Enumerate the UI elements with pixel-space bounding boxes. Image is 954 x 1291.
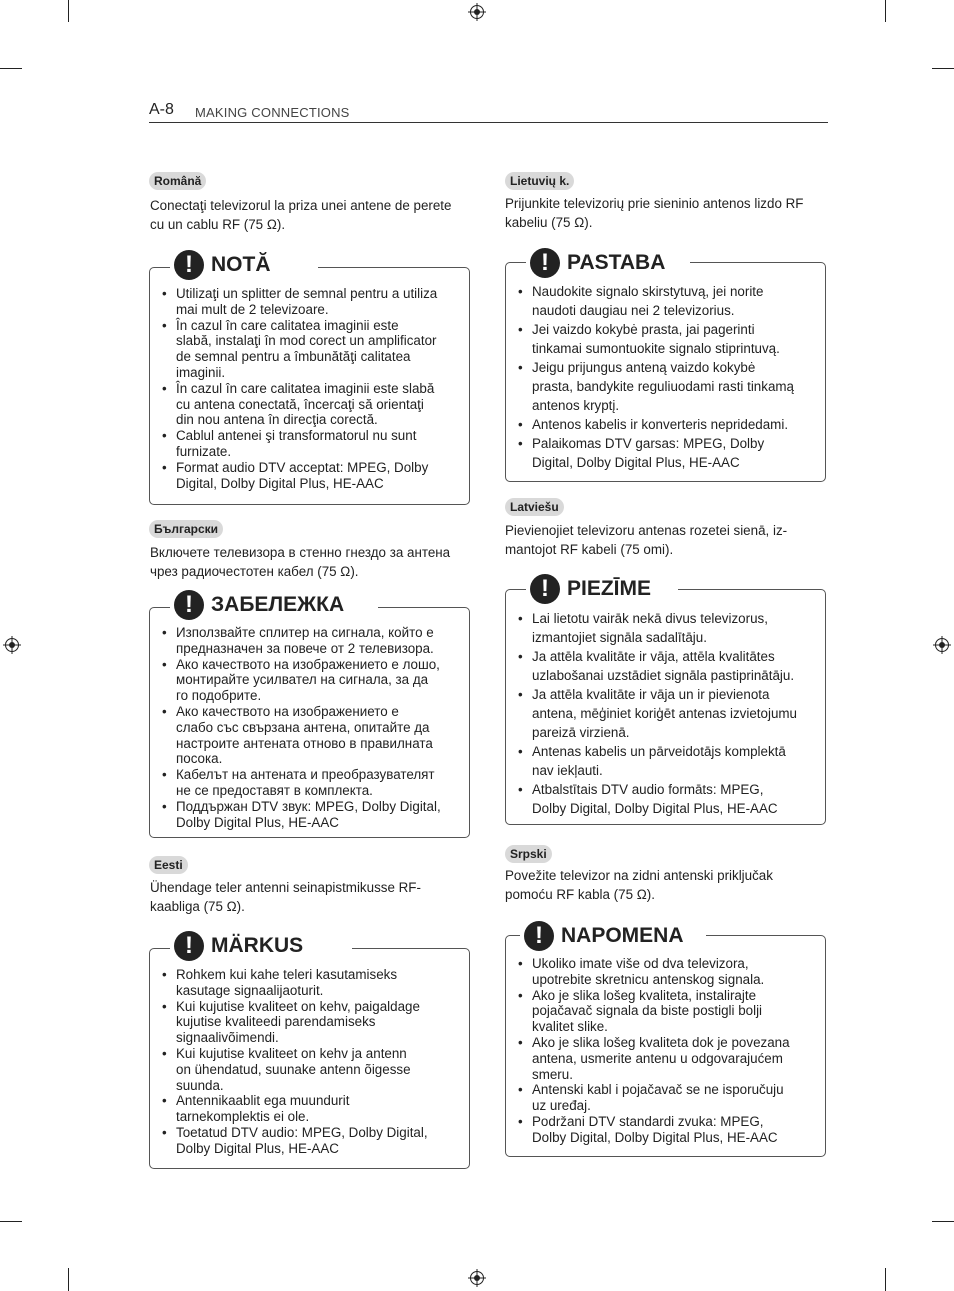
language-badge: Lietuvių k.: [505, 172, 574, 190]
list-item: • Toetatud DTV audio: MPEG, Dolby Digital, Dolby Digital Plus, HE-AAC: [162, 1125, 462, 1157]
exclamation-icon: !: [530, 574, 560, 604]
intro-text: Prijunkite televizorių prie sieninio antenos lizdo RF kabeliu (75 Ω).: [505, 196, 804, 230]
note-header: [170, 248, 318, 282]
exclamation-icon: !: [174, 250, 204, 280]
crop-mark: [932, 68, 954, 69]
note-header: [526, 246, 690, 280]
list-item: • Ako je slika lošeg kvaliteta, instalirajte pojačavač signala da biste postigli bolji kvalitet slike.: [518, 988, 823, 1035]
list-item: • Antenas kabelis un pārveidotājs komplektā nav iekļauti.: [518, 742, 823, 780]
language-badge: Srpski: [505, 845, 552, 863]
list-item: • Kui kujutise kvaliteet on kehv, paigaldage kujutise kvaliteedi parendamiseks signaalivõimendi.: [162, 999, 462, 1046]
list-item: • Cablul antenei şi transformatorul nu sunt furnizate.: [162, 428, 462, 460]
note-list: [518, 609, 823, 818]
language-badge: Eesti: [149, 856, 188, 874]
list-item: • Кабелът на антената и преобразувателят не се предоставят в комплекта.: [162, 767, 462, 799]
crop-mark: [0, 1221, 22, 1222]
note-title: MÄRKUS: [211, 934, 304, 957]
crop-mark: [68, 1268, 69, 1291]
list-item: • Ukoliko imate više od dva televizora, upotrebite skretnicu antenskog signala.: [518, 956, 823, 988]
crop-mark: [68, 0, 69, 22]
list-item: • Ja attēla kvalitāte ir vāja un ir pievienota antena, mēģiniet koriģēt antenas izvietojumu pareizā virzienā.: [518, 685, 823, 742]
list-item: • Ja attēla kvalitāte ir vāja, attēla kvalitātes uzlabošanai uzstādiet signāla pastiprinātāju.: [518, 647, 823, 685]
note-list: [162, 967, 462, 1157]
registration-crosshair-icon: [468, 1269, 486, 1287]
list-item: • Поддържан DTV звук: MPEG, Dolby Digital, Dolby Digital Plus, HE-AAC: [162, 799, 462, 831]
note-header: [170, 588, 378, 622]
intro-text: Включете телевизора в стенно гнездо за антена чрез радиочестотен кабел (75 Ω).: [150, 545, 451, 579]
list-item: • Antenos kabelis ir konverteris nepridedami.: [518, 415, 823, 434]
note-title: NOTĂ: [211, 253, 271, 276]
list-item: • Antennikaablit ega muundurit tarnekomplektis ei ole.: [162, 1093, 462, 1125]
list-item: • Kui kujutise kvaliteet on kehv ja antenn on ühendatud, suunake antenn õigesse suunda.: [162, 1046, 462, 1093]
note-title: NAPOMENA: [561, 924, 684, 947]
list-item: • Naudokite signalo skirstytuvą, jei norite naudoti daugiau nei 2 televizorius.: [518, 282, 823, 320]
list-item: • Lai lietotu vairāk nekā divus televizorus, izmantojiet signāla sadalītāju.: [518, 609, 823, 647]
intro-text: Pievienojiet televizoru antenas rozetei sienā, iz- mantojot RF kabeli (75 omi).: [505, 523, 788, 557]
crop-mark: [885, 1268, 886, 1291]
list-item: • Ако качеството на изображението е слабо със свързана антена, опитайте да настроите антената отново в правилната посока.: [162, 704, 462, 767]
list-item: • Ако качеството на изображението е лошо, монтирайте усилвател на сигнала, за да го подобрите.: [162, 657, 462, 704]
list-item: • Utilizaţi un splitter de semnal pentru a utiliza mai mult de 2 televizoare.: [162, 286, 462, 318]
list-item: • În cazul în care calitatea imaginii este slabă, instalaţi în mod corect un amplificator de semnal pentru a îmbunătăţi calitatea imaginii.: [162, 318, 462, 381]
list-item: • Format audio DTV acceptat: MPEG, Dolby Digital, Dolby Digital Plus, HE-AAC: [162, 460, 462, 492]
list-item: • În cazul în care calitatea imaginii este slabă cu antena conectată, încercaţi să orientaţi din nou antena în direcţia corectă.: [162, 381, 462, 428]
list-item: • Rohkem kui kahe teleri kasutamiseks kasutage signaalijaoturit.: [162, 967, 462, 999]
note-list: [518, 282, 823, 472]
section-title: MAKING CONNECTIONS: [195, 105, 350, 120]
list-item: • Palaikomas DTV garsas: MPEG, Dolby Digital, Dolby Digital Plus, HE-AAC: [518, 434, 823, 472]
registration-crosshair-icon: [3, 636, 21, 654]
list-item: • Jei vaizdo kokybė prasta, jai pagerinti tinkamai sumontuokite signalo stiprintuvą.: [518, 320, 823, 358]
exclamation-icon: !: [524, 921, 554, 951]
note-list: [162, 625, 462, 830]
note-header: [170, 929, 352, 963]
header-rule: [149, 122, 828, 123]
list-item: • Ako je slika lošeg kvaliteta dok je povezana antena, usmerite antenu u odgovarajućem smeru.: [518, 1035, 823, 1082]
crop-mark: [885, 0, 886, 22]
note-title: PASTABA: [567, 251, 666, 274]
note-title: PIEZĪME: [567, 577, 652, 600]
note-list: [518, 956, 823, 1146]
crop-mark: [0, 68, 22, 69]
intro-text: Povežite televizor na zidni antenski priključak pomoću RF kabla (75 Ω).: [505, 868, 773, 902]
list-item: • Използвайте сплитер на сигнала, който е предназначен за повече от 2 телевизора.: [162, 625, 462, 657]
note-list: [162, 286, 462, 491]
note-header: [520, 919, 706, 953]
registration-crosshair-icon: [933, 636, 951, 654]
intro-text: Conectaţi televizorul la priza unei antene de perete cu un cablu RF (75 Ω).: [150, 198, 452, 232]
language-badge: Română: [149, 172, 206, 190]
list-item: • Atbalstītais DTV audio formāts: MPEG, Dolby Digital, Dolby Digital Plus, HE-AAC: [518, 780, 823, 818]
list-item: • Podržani DTV standardi zvuka: MPEG, Dolby Digital, Dolby Digital Plus, HE-AAC: [518, 1114, 823, 1146]
list-item: • Antenski kabl i pojačavač se ne isporučuju uz uređaj.: [518, 1082, 823, 1114]
page-number: A-8: [149, 101, 174, 118]
crop-mark: [932, 1221, 954, 1222]
exclamation-icon: !: [530, 248, 560, 278]
exclamation-icon: !: [174, 931, 204, 961]
intro-text: Ühendage teler antenni seinapistmikusse RF- kaabliga (75 Ω).: [150, 880, 421, 914]
exclamation-icon: !: [174, 590, 204, 620]
registration-crosshair-icon: [468, 3, 486, 21]
note-header: [526, 572, 678, 606]
note-title: ЗАБЕЛЕЖКА: [211, 593, 345, 616]
list-item: • Jeigu prijungus anteną vaizdo kokybė prasta, bandykite reguliuodami rasti tinkamą antenos kryptį.: [518, 358, 823, 415]
language-badge: Latviešu: [505, 498, 564, 516]
language-badge: Български: [149, 520, 223, 538]
